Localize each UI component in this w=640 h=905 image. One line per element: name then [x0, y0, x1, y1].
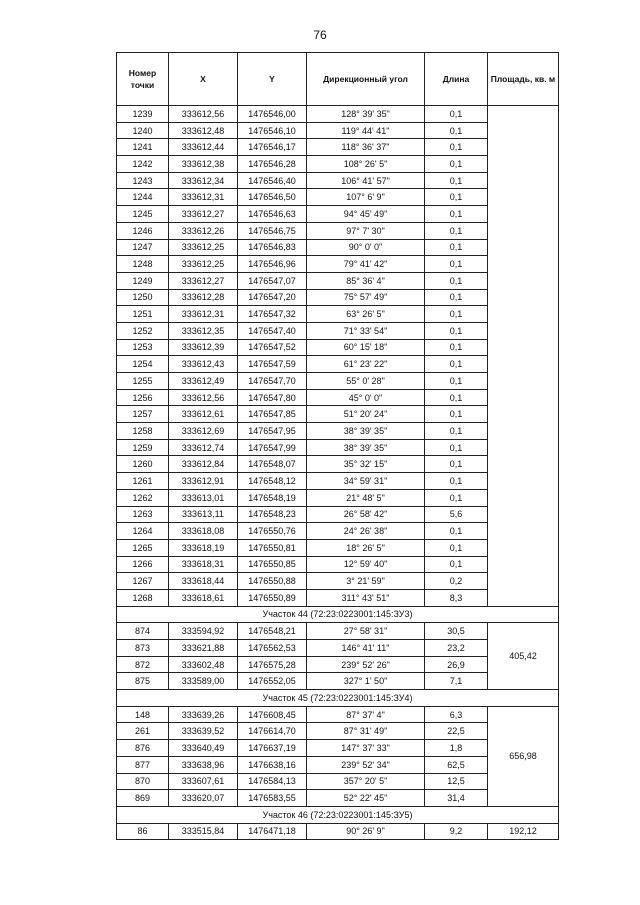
cell-y: 1476547,70: [238, 373, 307, 390]
cell-y: 1476548,23: [238, 506, 307, 523]
cell-bearing: 61° 23' 22": [307, 356, 425, 373]
cell-x: 333515,84: [169, 823, 238, 840]
cell-bearing: 357° 20' 5": [307, 773, 425, 790]
cell-point-number: 870: [117, 773, 169, 790]
cell-y: 1476550,89: [238, 589, 307, 606]
table-row: [117, 623, 559, 640]
cell-length: 0,1: [425, 106, 488, 123]
cell-y: 1476547,20: [238, 289, 307, 306]
cell-y: 1476547,99: [238, 439, 307, 456]
cell-y: 1476547,32: [238, 306, 307, 323]
cell-x: 333612,61: [169, 406, 238, 423]
cell-point-number: 1249: [117, 272, 169, 289]
cell-length: 0,1: [425, 523, 488, 540]
cell-point-number: 1262: [117, 489, 169, 506]
cell-point-number: 1242: [117, 156, 169, 173]
cell-x: 333618,61: [169, 589, 238, 606]
cell-bearing: 118° 36' 37": [307, 139, 425, 156]
cell-x: 333620,07: [169, 790, 238, 807]
cell-x: 333612,74: [169, 439, 238, 456]
section-title: Участок 44 (72:23:0223001:145:ЗУ3): [117, 606, 559, 623]
cell-x: 333612,31: [169, 189, 238, 206]
cell-point-number: 148: [117, 706, 169, 723]
cell-length: 31,4: [425, 790, 488, 807]
cell-y: 1476583,55: [238, 790, 307, 807]
cell-point-number: 1240: [117, 122, 169, 139]
cell-y: 1476550,81: [238, 539, 307, 556]
cell-bearing: 311° 43' 51": [307, 589, 425, 606]
cell-point-number: 875: [117, 673, 169, 690]
cell-length: 0,1: [425, 289, 488, 306]
cell-length: 0,1: [425, 272, 488, 289]
cell-y: 1476638,16: [238, 756, 307, 773]
cell-bearing: 85° 36' 4": [307, 272, 425, 289]
cell-point-number: 1246: [117, 222, 169, 239]
cell-bearing: 24° 26' 38": [307, 523, 425, 540]
cell-y: 1476546,50: [238, 189, 307, 206]
cell-y: 1476547,59: [238, 356, 307, 373]
cell-x: 333612,26: [169, 222, 238, 239]
cell-point-number: 1244: [117, 189, 169, 206]
cell-point-number: 1268: [117, 589, 169, 606]
cell-x: 333612,39: [169, 339, 238, 356]
cell-point-number: 1252: [117, 322, 169, 339]
cell-y: 1476548,07: [238, 456, 307, 473]
cell-bearing: 3° 21' 59": [307, 573, 425, 590]
cell-x: 333612,84: [169, 456, 238, 473]
cell-point-number: 1264: [117, 523, 169, 540]
cell-x: 333618,31: [169, 556, 238, 573]
cell-length: 0,1: [425, 373, 488, 390]
cell-length: 1,8: [425, 740, 488, 757]
cell-point-number: 876: [117, 740, 169, 757]
cell-bearing: 55° 0' 28": [307, 373, 425, 390]
cell-length: 0,1: [425, 122, 488, 139]
cell-length: 0,1: [425, 423, 488, 440]
cell-x: 333602,48: [169, 656, 238, 673]
cell-length: 9,2: [425, 823, 488, 840]
cell-x: 333612,43: [169, 356, 238, 373]
cell-y: 1476550,76: [238, 523, 307, 540]
cell-bearing: 45° 0' 0": [307, 389, 425, 406]
cell-x: 333589,00: [169, 673, 238, 690]
cell-y: 1476546,17: [238, 139, 307, 156]
cell-length: 0,1: [425, 139, 488, 156]
col-header-bearing: Дирекционный угол: [307, 53, 425, 106]
cell-point-number: 872: [117, 656, 169, 673]
cell-x: 333612,35: [169, 322, 238, 339]
cell-length: 0,1: [425, 189, 488, 206]
cell-y: 1476546,83: [238, 239, 307, 256]
cell-y: 1476548,21: [238, 623, 307, 640]
cell-x: 333612,25: [169, 256, 238, 273]
cell-bearing: 108° 26' 5": [307, 156, 425, 173]
cell-point-number: 1251: [117, 306, 169, 323]
cell-length: 0,1: [425, 156, 488, 173]
cell-x: 333612,27: [169, 206, 238, 223]
cell-y: 1476546,75: [238, 222, 307, 239]
cell-y: 1476637,19: [238, 740, 307, 757]
cell-length: 0,1: [425, 356, 488, 373]
cell-bearing: 128° 39' 35": [307, 106, 425, 123]
cell-point-number: 1265: [117, 539, 169, 556]
cell-length: 0,1: [425, 406, 488, 423]
cell-x: 333612,56: [169, 389, 238, 406]
table-row: [117, 706, 559, 723]
cell-x: 333612,44: [169, 139, 238, 156]
cell-bearing: 146° 41' 11": [307, 640, 425, 657]
cell-point-number: 1248: [117, 256, 169, 273]
cell-point-number: 1261: [117, 473, 169, 490]
cell-bearing: 97° 7' 30": [307, 222, 425, 239]
cell-length: 6,3: [425, 706, 488, 723]
cell-x: 333612,48: [169, 122, 238, 139]
cell-bearing: 63° 26' 5": [307, 306, 425, 323]
cell-bearing: 87° 31' 49": [307, 723, 425, 740]
cell-x: 333612,69: [169, 423, 238, 440]
cell-point-number: 1245: [117, 206, 169, 223]
cell-x: 333613,01: [169, 489, 238, 506]
cell-point-number: 877: [117, 756, 169, 773]
cell-x: 333638,96: [169, 756, 238, 773]
cell-y: 1476546,63: [238, 206, 307, 223]
cell-y: 1476552,05: [238, 673, 307, 690]
cell-x: 333612,91: [169, 473, 238, 490]
cell-bearing: 87° 37' 4": [307, 706, 425, 723]
cell-point-number: 869: [117, 790, 169, 807]
cell-length: 0,1: [425, 256, 488, 273]
col-header-x: X: [169, 53, 238, 106]
table-header: [117, 53, 559, 106]
cell-length: 0,1: [425, 172, 488, 189]
cell-y: 1476547,40: [238, 322, 307, 339]
cell-length: 0,1: [425, 389, 488, 406]
coordinates-table: [116, 52, 559, 840]
cell-y: 1476550,85: [238, 556, 307, 573]
cell-point-number: 1239: [117, 106, 169, 123]
table-row: [117, 106, 559, 123]
cell-bearing: 60° 15' 18": [307, 339, 425, 356]
cell-bearing: 119° 44' 41": [307, 122, 425, 139]
cell-bearing: 71° 33' 54": [307, 322, 425, 339]
cell-point-number: 1260: [117, 456, 169, 473]
cell-bearing: 90° 26' 9": [307, 823, 425, 840]
cell-length: 22,5: [425, 723, 488, 740]
cell-length: 0,1: [425, 239, 488, 256]
cell-x: 333618,44: [169, 573, 238, 590]
cell-bearing: 26° 58' 42": [307, 506, 425, 523]
cell-point-number: 86: [117, 823, 169, 840]
cell-length: 0,1: [425, 556, 488, 573]
cell-length: 7,1: [425, 673, 488, 690]
col-header-y: Y: [238, 53, 307, 106]
cell-x: 333612,38: [169, 156, 238, 173]
cell-length: 30,5: [425, 623, 488, 640]
cell-x: 333612,49: [169, 373, 238, 390]
cell-x: 333612,27: [169, 272, 238, 289]
cell-x: 333618,08: [169, 523, 238, 540]
section-title: Участок 45 (72:23:0223001:145:ЗУ4): [117, 690, 559, 707]
cell-x: 333618,19: [169, 539, 238, 556]
col-header-point-number: Номер точки: [117, 53, 169, 106]
cell-x: 333621,88: [169, 640, 238, 657]
cell-y: 1476614,70: [238, 723, 307, 740]
cell-length: 12,5: [425, 773, 488, 790]
cell-y: 1476562,53: [238, 640, 307, 657]
cell-point-number: 1263: [117, 506, 169, 523]
cell-point-number: 1258: [117, 423, 169, 440]
cell-x: 333639,26: [169, 706, 238, 723]
section-title-row: [117, 806, 559, 823]
cell-bearing: 239° 52' 26": [307, 656, 425, 673]
cell-point-number: 1253: [117, 339, 169, 356]
cell-bearing: 75° 57' 49": [307, 289, 425, 306]
cell-x: 333640,49: [169, 740, 238, 757]
cell-point-number: 1247: [117, 239, 169, 256]
cell-length: 8,3: [425, 589, 488, 606]
cell-area: 405,42: [488, 623, 559, 690]
section-title: Участок 46 (72:23:0223001:145:ЗУ5): [117, 806, 559, 823]
cell-bearing: 239° 52' 34": [307, 756, 425, 773]
cell-length: 23,2: [425, 640, 488, 657]
cell-point-number: 1255: [117, 373, 169, 390]
cell-x: 333612,28: [169, 289, 238, 306]
cell-y: 1476546,10: [238, 122, 307, 139]
col-header-length: Длина: [425, 53, 488, 106]
cell-point-number: 261: [117, 723, 169, 740]
cell-length: 0,1: [425, 473, 488, 490]
cell-x: 333612,31: [169, 306, 238, 323]
cell-area: 656,98: [488, 706, 559, 806]
cell-bearing: 38° 39' 35": [307, 423, 425, 440]
cell-y: 1476608,45: [238, 706, 307, 723]
cell-length: 0,1: [425, 322, 488, 339]
cell-point-number: 1241: [117, 139, 169, 156]
cell-length: 0,1: [425, 456, 488, 473]
cell-length: 26,9: [425, 656, 488, 673]
cell-bearing: 107° 6' 9": [307, 189, 425, 206]
page-number: 76: [313, 28, 327, 42]
section-title-row: [117, 606, 559, 623]
cell-point-number: 1250: [117, 289, 169, 306]
cell-area: 192,12: [488, 823, 559, 840]
cell-point-number: 1254: [117, 356, 169, 373]
cell-length: 0,1: [425, 306, 488, 323]
cell-bearing: 21° 48' 5": [307, 489, 425, 506]
cell-point-number: 874: [117, 623, 169, 640]
cell-point-number: 1267: [117, 573, 169, 590]
cell-point-number: 873: [117, 640, 169, 657]
cell-point-number: 1256: [117, 389, 169, 406]
cell-area: [488, 106, 559, 607]
table-body: [117, 106, 559, 840]
cell-y: 1476546,96: [238, 256, 307, 273]
cell-x: 333612,25: [169, 239, 238, 256]
cell-length: 0,1: [425, 439, 488, 456]
cell-bearing: 27° 58' 31": [307, 623, 425, 640]
cell-bearing: 18° 26' 5": [307, 539, 425, 556]
cell-length: 0,1: [425, 539, 488, 556]
cell-y: 1476575,28: [238, 656, 307, 673]
cell-bearing: 79° 41' 42": [307, 256, 425, 273]
cell-y: 1476546,28: [238, 156, 307, 173]
cell-x: 333613,11: [169, 506, 238, 523]
cell-point-number: 1243: [117, 172, 169, 189]
cell-y: 1476548,12: [238, 473, 307, 490]
cell-point-number: 1257: [117, 406, 169, 423]
cell-x: 333607,61: [169, 773, 238, 790]
cell-y: 1476547,07: [238, 272, 307, 289]
cell-bearing: 106° 41' 57": [307, 172, 425, 189]
cell-x: 333612,34: [169, 172, 238, 189]
cell-y: 1476547,52: [238, 339, 307, 356]
cell-length: 5,6: [425, 506, 488, 523]
col-header-area: Площадь, кв. м: [488, 53, 559, 106]
cell-y: 1476550,88: [238, 573, 307, 590]
cell-length: 0,1: [425, 206, 488, 223]
table-row: [117, 823, 559, 840]
cell-bearing: 51° 20' 24": [307, 406, 425, 423]
section-title-row: [117, 690, 559, 707]
cell-x: 333612,56: [169, 106, 238, 123]
cell-y: 1476546,40: [238, 172, 307, 189]
cell-length: 0,2: [425, 573, 488, 590]
cell-length: 62,5: [425, 756, 488, 773]
cell-x: 333639,52: [169, 723, 238, 740]
cell-bearing: 12° 59' 40": [307, 556, 425, 573]
cell-length: 0,1: [425, 222, 488, 239]
cell-x: 333594,92: [169, 623, 238, 640]
cell-length: 0,1: [425, 489, 488, 506]
cell-bearing: 90° 0' 0": [307, 239, 425, 256]
cell-bearing: 327° 1' 50": [307, 673, 425, 690]
cell-bearing: 38° 39' 35": [307, 439, 425, 456]
cell-y: 1476547,80: [238, 389, 307, 406]
cell-length: 0,1: [425, 339, 488, 356]
cell-bearing: 147° 37' 33": [307, 740, 425, 757]
cell-y: 1476547,85: [238, 406, 307, 423]
cell-bearing: 35° 32' 15": [307, 456, 425, 473]
cell-bearing: 94° 45' 49": [307, 206, 425, 223]
cell-bearing: 34° 59' 31": [307, 473, 425, 490]
cell-point-number: 1266: [117, 556, 169, 573]
cell-y: 1476584,13: [238, 773, 307, 790]
cell-y: 1476546,00: [238, 106, 307, 123]
cell-y: 1476471,18: [238, 823, 307, 840]
cell-bearing: 52° 22' 45": [307, 790, 425, 807]
cell-y: 1476547,95: [238, 423, 307, 440]
cell-y: 1476548,19: [238, 489, 307, 506]
cell-point-number: 1259: [117, 439, 169, 456]
